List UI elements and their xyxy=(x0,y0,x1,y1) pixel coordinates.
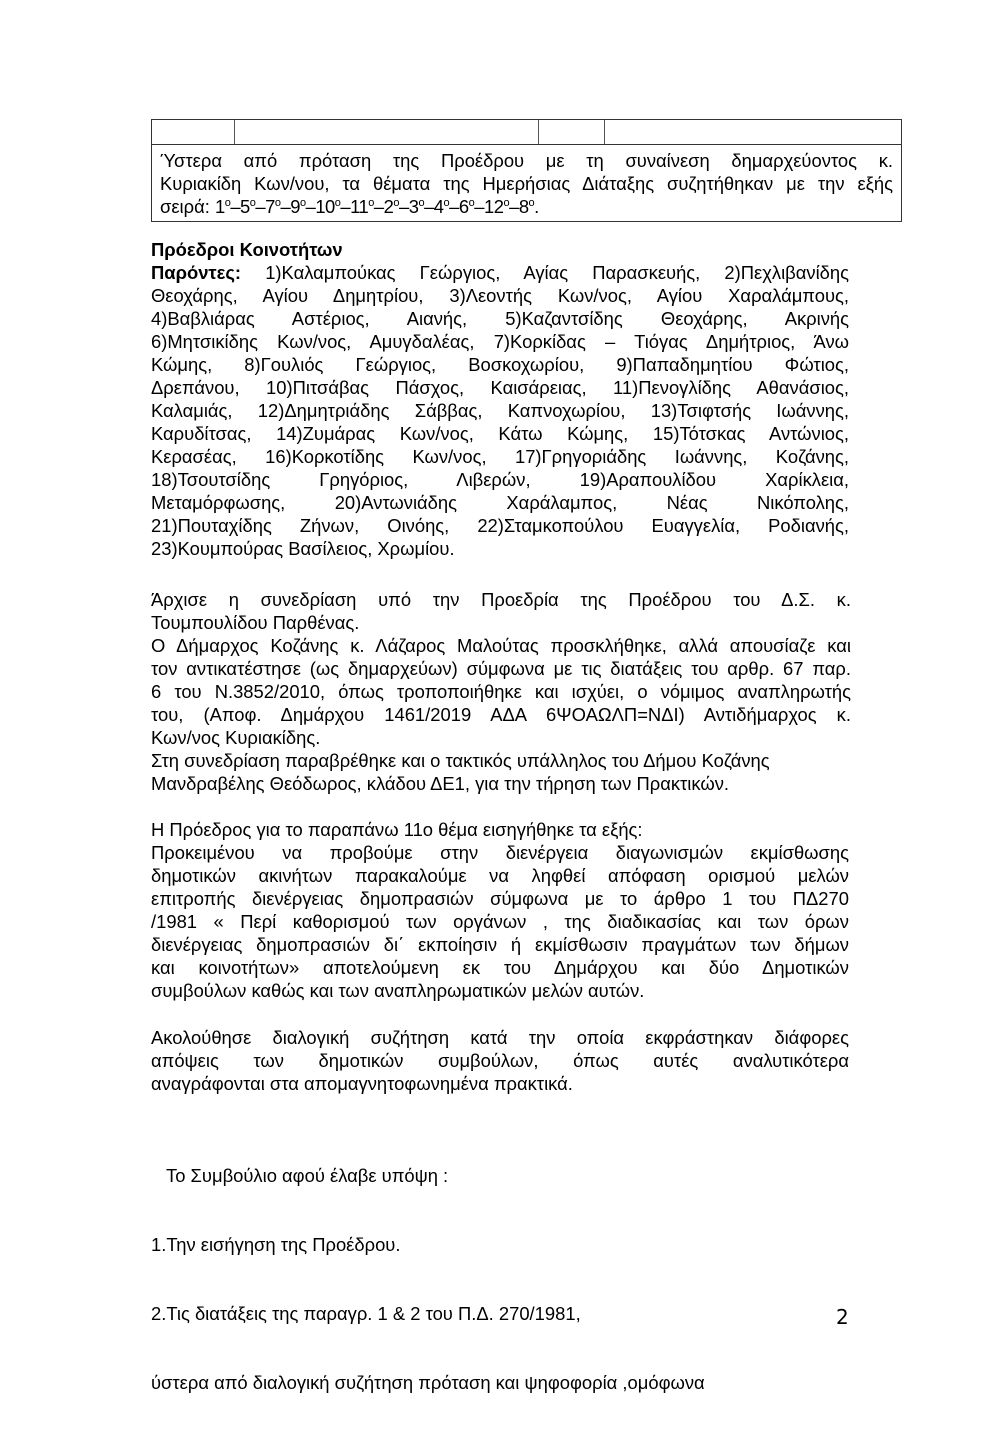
council-item: 1.Την εισήγηση της Προέδρου. xyxy=(151,1234,401,1255)
presidents-section xyxy=(151,238,849,560)
staff-line: Μανδραβέλης Θεόδωρος, κλάδου ΔΕ1, για την τήρηση των Πρακτικών. xyxy=(151,773,730,794)
proposal-intro: Η Πρόεδρος για το παραπάνω 11ο θέμα εισηγήθηκε τα εξής: xyxy=(151,819,643,840)
agenda-order-sequence: $1^o-5^o-7^o-9^o-10^o-11^o-2^o-3^o-4^o-6^o-12^o-8^o$. xyxy=(214,196,539,217)
agenda-table xyxy=(151,119,902,222)
section-title: Πρόεδροι Κοινοτήτων xyxy=(151,239,343,260)
ordinal-mark: ο xyxy=(368,197,374,209)
present-line: 21)Πουταχίδης Ζήνων, Οινόης, 22)Σταμκοπούλου Ευαγγελία, Ροδιανής, xyxy=(151,515,849,536)
present-line: 4)Βαβλιάρας Αστέριος, Αιανής, 5)Καζαντσίδης Θεοχάρης, Ακρινής xyxy=(151,308,849,329)
discussion-line: Ακολούθησε διαλογική συζήτηση κατά την οποία εκφράστηκαν διάφορες xyxy=(151,1027,849,1048)
staff-line: Στη συνεδρίαση παραβρέθηκε και ο τακτικός υπάλληλος του Δήμου Κοζάνης xyxy=(151,750,770,771)
note-line: Ύστερα από πρόταση της Προέδρου με τη συναίνεση δημαρχεύοντος κ. xyxy=(160,150,893,171)
mayor-line: 6 του Ν.3852/2010, όπως τροποποιήθηκε και ισχύει, ο νόμιμος αναπληρωτής xyxy=(151,681,851,702)
ordinal-mark: ο xyxy=(503,197,510,209)
present-line: 23)Κουμπούρας Βασίλειος, Χρωμίου. xyxy=(151,538,455,559)
ordinal-mark: ο xyxy=(393,197,399,209)
mayor-line: Κων/νος Κυριακίδης. xyxy=(151,727,321,748)
ordinal-mark: ο xyxy=(468,197,475,209)
proposal-line: διενέργειας δημοπρασιών δι΄ εκποίησιν ή εκμίσθωσιν πραγμάτων των δήμων xyxy=(151,934,849,955)
ordinal-mark: ο xyxy=(418,197,425,209)
present-line: Καρυδίτσας, 14)Ζυμάρας Κων/νος, Κάτω Κώμης, 15)Τότσκας Αντώνιος, xyxy=(151,423,849,444)
proposal-line: συμβούλων καθώς και των αναπληρωματικών μελών αυτών. xyxy=(151,980,645,1001)
table-cell xyxy=(152,120,235,144)
present-label: Παρόντες: xyxy=(151,262,242,283)
table-cell xyxy=(605,120,901,144)
ordinal-mark: ο xyxy=(249,197,256,209)
table-cell xyxy=(539,120,605,144)
ordinal-mark: ο xyxy=(299,197,306,209)
opening-line: Τουμπουλίδου Παρθένας. xyxy=(151,612,360,633)
agenda-order-line: σειρά: $1^o-5^o-7^o-9^o-10^o-11^o-2^o-3^o-4^o-6^o-12^o-8^o$. xyxy=(160,196,539,217)
ordinal-mark: ο xyxy=(528,197,535,209)
proposal-line: επιτροπής διενέργειας δημοπρασιών σύμφωνα με το άρθρο 1 του ΠΔ270 xyxy=(151,888,849,909)
present-line: 6)Μητσικίδης Κων/νος, Αμυγδαλέας, 7)Κορκίδας – Τιόγας Δημήτριος, Άνω xyxy=(151,331,849,352)
mayor-line: Ο Δήμαρχος Κοζάνης κ. Λάζαρος Μαλούτας προσκλήθηκε, αλλά απουσίαζε και xyxy=(151,635,851,656)
table-empty-row xyxy=(152,120,901,145)
council-intro: Το Συμβούλιο αφού έλαβε υπόψη : xyxy=(151,1165,449,1186)
agenda-order-note xyxy=(152,145,901,221)
present-line: Καλαμιάς, 12)Δημητριάδης Σάββας, Καπνοχωρίου, 13)Τσιφτσής Ιωάννης, xyxy=(151,400,849,421)
present-line: 18)Τσουτσίδης Γρηγόριος, Λιβερών, 19)Αραπουλίδου Χαρίκλεια, xyxy=(151,469,849,490)
proposal-line: και κοινοτήτων» αποτελούμενη εκ του Δημάρχου και δύο Δημοτικών xyxy=(151,957,849,978)
discussion-line: αναγράφονται στα απομαγνητοφωνημένα πρακτικά. xyxy=(151,1073,573,1094)
ordinal-mark: ο xyxy=(334,197,341,209)
proposal-section xyxy=(151,818,849,1002)
council-section xyxy=(151,1118,849,1440)
present-line: Μεταμόρφωσης, 20)Αντωνιάδης Χαράλαμπος, Νέας Νικόπολης, xyxy=(151,492,849,513)
table-cell xyxy=(235,120,539,144)
discussion-section xyxy=(151,1026,849,1095)
discussion-line: απόψεις των δημοτικών συμβούλων, όπως αυτές αναλυτικότερα xyxy=(151,1050,849,1071)
mayor-line: τον αντικατέστησε (ως δημαρχεύων) σύμφωνα με τις διατάξεις του αρθρ. 67 παρ. xyxy=(151,658,851,679)
council-closing: ύστερα από διαλογική συζήτηση πρόταση και ψηφοφορία ,ομόφωνα xyxy=(151,1372,705,1393)
present-line: Κώμης, 8)Γουλιός Γεώργιος, Βοσκοχωρίου, 9)Παπαδημητίου Φώτιος, xyxy=(151,354,849,375)
ordinal-mark: ο xyxy=(224,197,231,209)
present-line: Κερασέας, 16)Κορκοτίδης Κων/νος, 17)Γρηγοριάδης Ιωάννης, Κοζάνης, xyxy=(151,446,849,467)
page-number: 2 xyxy=(836,1305,849,1329)
present-line: Παρόντες: 1)Καλαμπούκας Γεώργιος, Αγίας Παρασκευής, 2)Πεχλιβανίδης xyxy=(151,262,849,283)
note-line: Κυριακίδη Κων/νου, τα θέματα της Ημερήσιας Διάταξης συζητήθηκαν με την εξής xyxy=(160,173,893,194)
council-item: 2.Τις διατάξεις της παραγρ. 1 & 2 του Π.Δ. 270/1981, xyxy=(151,1303,581,1324)
opening-line: Άρχισε η συνεδρίαση υπό την Προεδρία της Προέδρου του Δ.Σ. κ. xyxy=(151,589,851,610)
present-line: Δρεπάνου, 10)Πιτσάβας Πάσχος, Καισάρειας, 11)Πενογλίδης Αθανάσιος, xyxy=(151,377,849,398)
proposal-line: Προκειμένου να προβούμε στην διενέργεια διαγωνισμών εκμίσθωσης xyxy=(151,842,849,863)
opening-section xyxy=(151,588,851,795)
present-line: Θεοχάρης, Αγίου Δημητρίου, 3)Λεοντής Κων/νος, Αγίου Χαραλάμπους, xyxy=(151,285,849,306)
ordinal-mark: ο xyxy=(274,197,281,209)
mayor-line: του, (Αποφ. Δημάρχου 1461/2019 ΑΔΑ 6ΨΟΑΩΛΠ=ΝΔΙ) Αντιδήμαρχος κ. xyxy=(151,704,851,725)
proposal-line: /1981 « Περί καθορισμού των οργάνων , της διαδικασίας και των όρων xyxy=(151,911,849,932)
ordinal-mark: ο xyxy=(443,197,450,209)
proposal-line: δημοτικών ακινήτων παρακαλούμε να ληφθεί απόφαση ορισμού μελών xyxy=(151,865,849,886)
